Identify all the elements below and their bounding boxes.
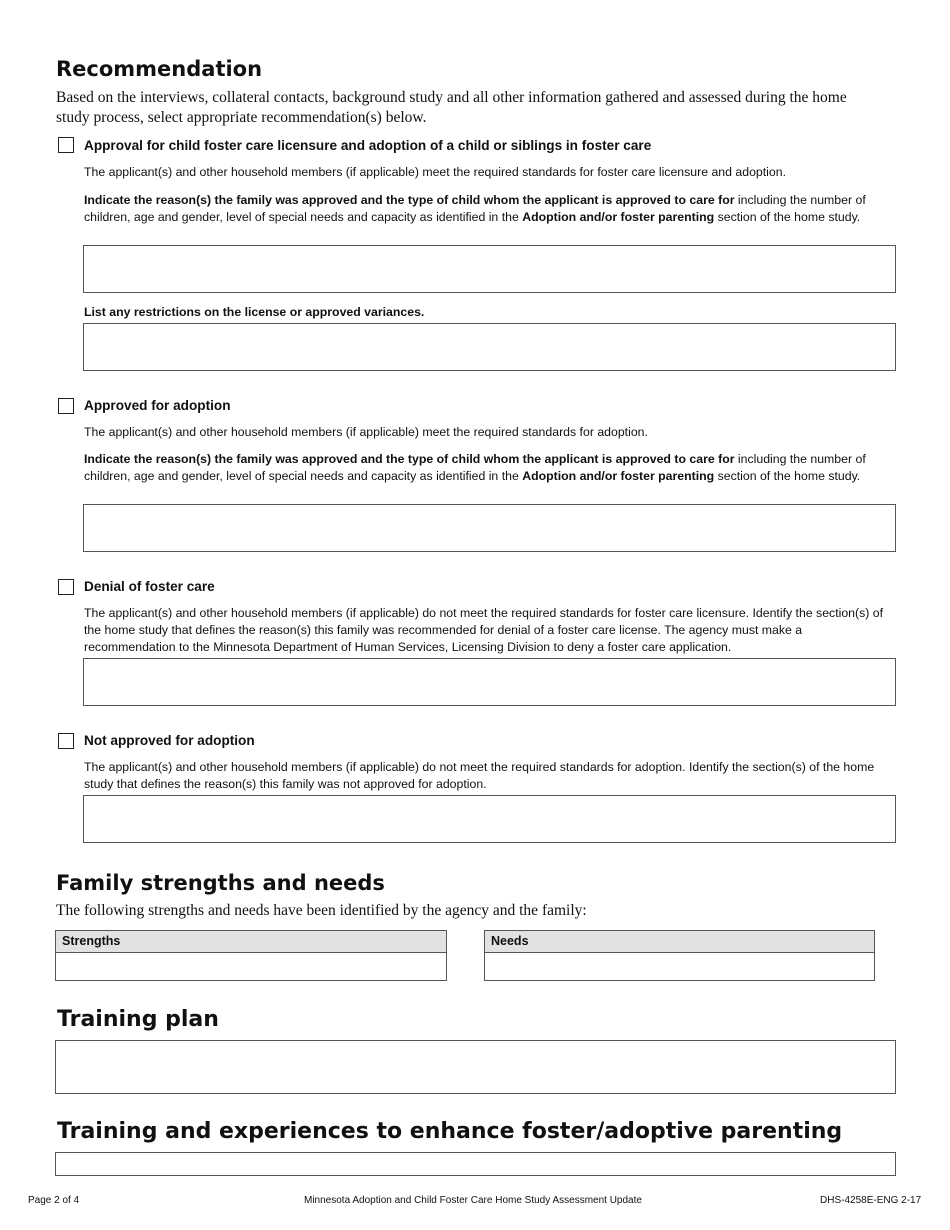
training-plan-field[interactable] [55,1040,896,1094]
adoption-reasons-field[interactable] [83,504,896,552]
option-label-not-approved-adoption: Not approved for adoption [84,733,255,748]
strengths-field[interactable] [55,953,447,981]
approval-reasons-field[interactable] [83,245,896,293]
approval-foster-adoption-checkbox[interactable] [58,137,74,153]
restrictions-field[interactable] [83,323,896,371]
recommendation-intro: Based on the interviews, collateral contacts, background study and all other information gathered and assessed during the home study process, select appropriate recommendation(s) below. [56,89,847,126]
option-statement: The applicant(s) and other household members (if applicable) meet the required standards for foster care licensure and adoption. [84,165,786,179]
strengths-needs-title: Family strengths and needs [56,871,385,895]
option-label-approval-foster-adoption: Approval for child foster care licensure and adoption of a child or siblings in foster care [84,138,652,153]
denial-foster-care-checkbox[interactable] [58,579,74,595]
option-statement: The applicant(s) and other household members (if applicable) do not meet the required standards for foster care licensure. Identify the section(s) of the home study that defines the reason(s) this family was recommended for denial of a foster care license. The agency must make a recommendation to the Minnesota Department of Human Services, Licensing Division to deny a foster care application. [84,606,884,654]
footer-form-code: DHS-4258E-ENG 2-17 [820,1195,922,1206]
footer-form-title: Minnesota Adoption and Child Foster Care Home Study Assessment Update [304,1195,642,1206]
option-label-approved-adoption: Approved for adoption [84,398,231,413]
denial-reasons-field[interactable] [83,658,896,706]
approved-adoption-checkbox[interactable] [58,398,74,414]
footer-page-number: Page 2 of 4 [28,1195,80,1206]
option-statement: The applicant(s) and other household members (if applicable) meet the required standards for adoption. [84,425,648,439]
needs-field[interactable] [484,953,875,981]
training-experiences-title: Training and experiences to enhance foster/adoptive parenting [57,1119,843,1144]
option-label-denial-foster-care: Denial of foster care [84,579,215,594]
needs-header: Needs [484,930,875,953]
recommendation-title: Recommendation [56,57,263,81]
training-plan-title: Training plan [57,1007,219,1032]
option-instruction: Indicate the reason(s) the family was approved and the type of child whom the applicant is approved to care for including the number of children, age and gender, level of special needs and capacity as identified in the Adoption and/or foster parenting section of the home study. [84,452,866,483]
not-approved-adoption-checkbox[interactable] [58,733,74,749]
option-instruction: Indicate the reason(s) the family was approved and the type of child whom the applicant is approved to care for including the number of children, age and gender, level of special needs and capacity as identified in the Adoption and/or foster parenting section of the home study. [84,193,866,224]
strengths-needs-intro: The following strengths and needs have been identified by the agency and the family: [56,902,587,919]
not-approved-reasons-field[interactable] [83,795,896,843]
strengths-header: Strengths [55,930,447,953]
option-statement: The applicant(s) and other household members (if applicable) do not meet the required standards for adoption. Identify the section(s) of the home study that defines the reason(s) this family was not approved for adoption. [84,760,875,791]
restrictions-label: List any restrictions on the license or approved variances. [84,305,425,319]
training-experiences-field[interactable] [55,1152,896,1176]
